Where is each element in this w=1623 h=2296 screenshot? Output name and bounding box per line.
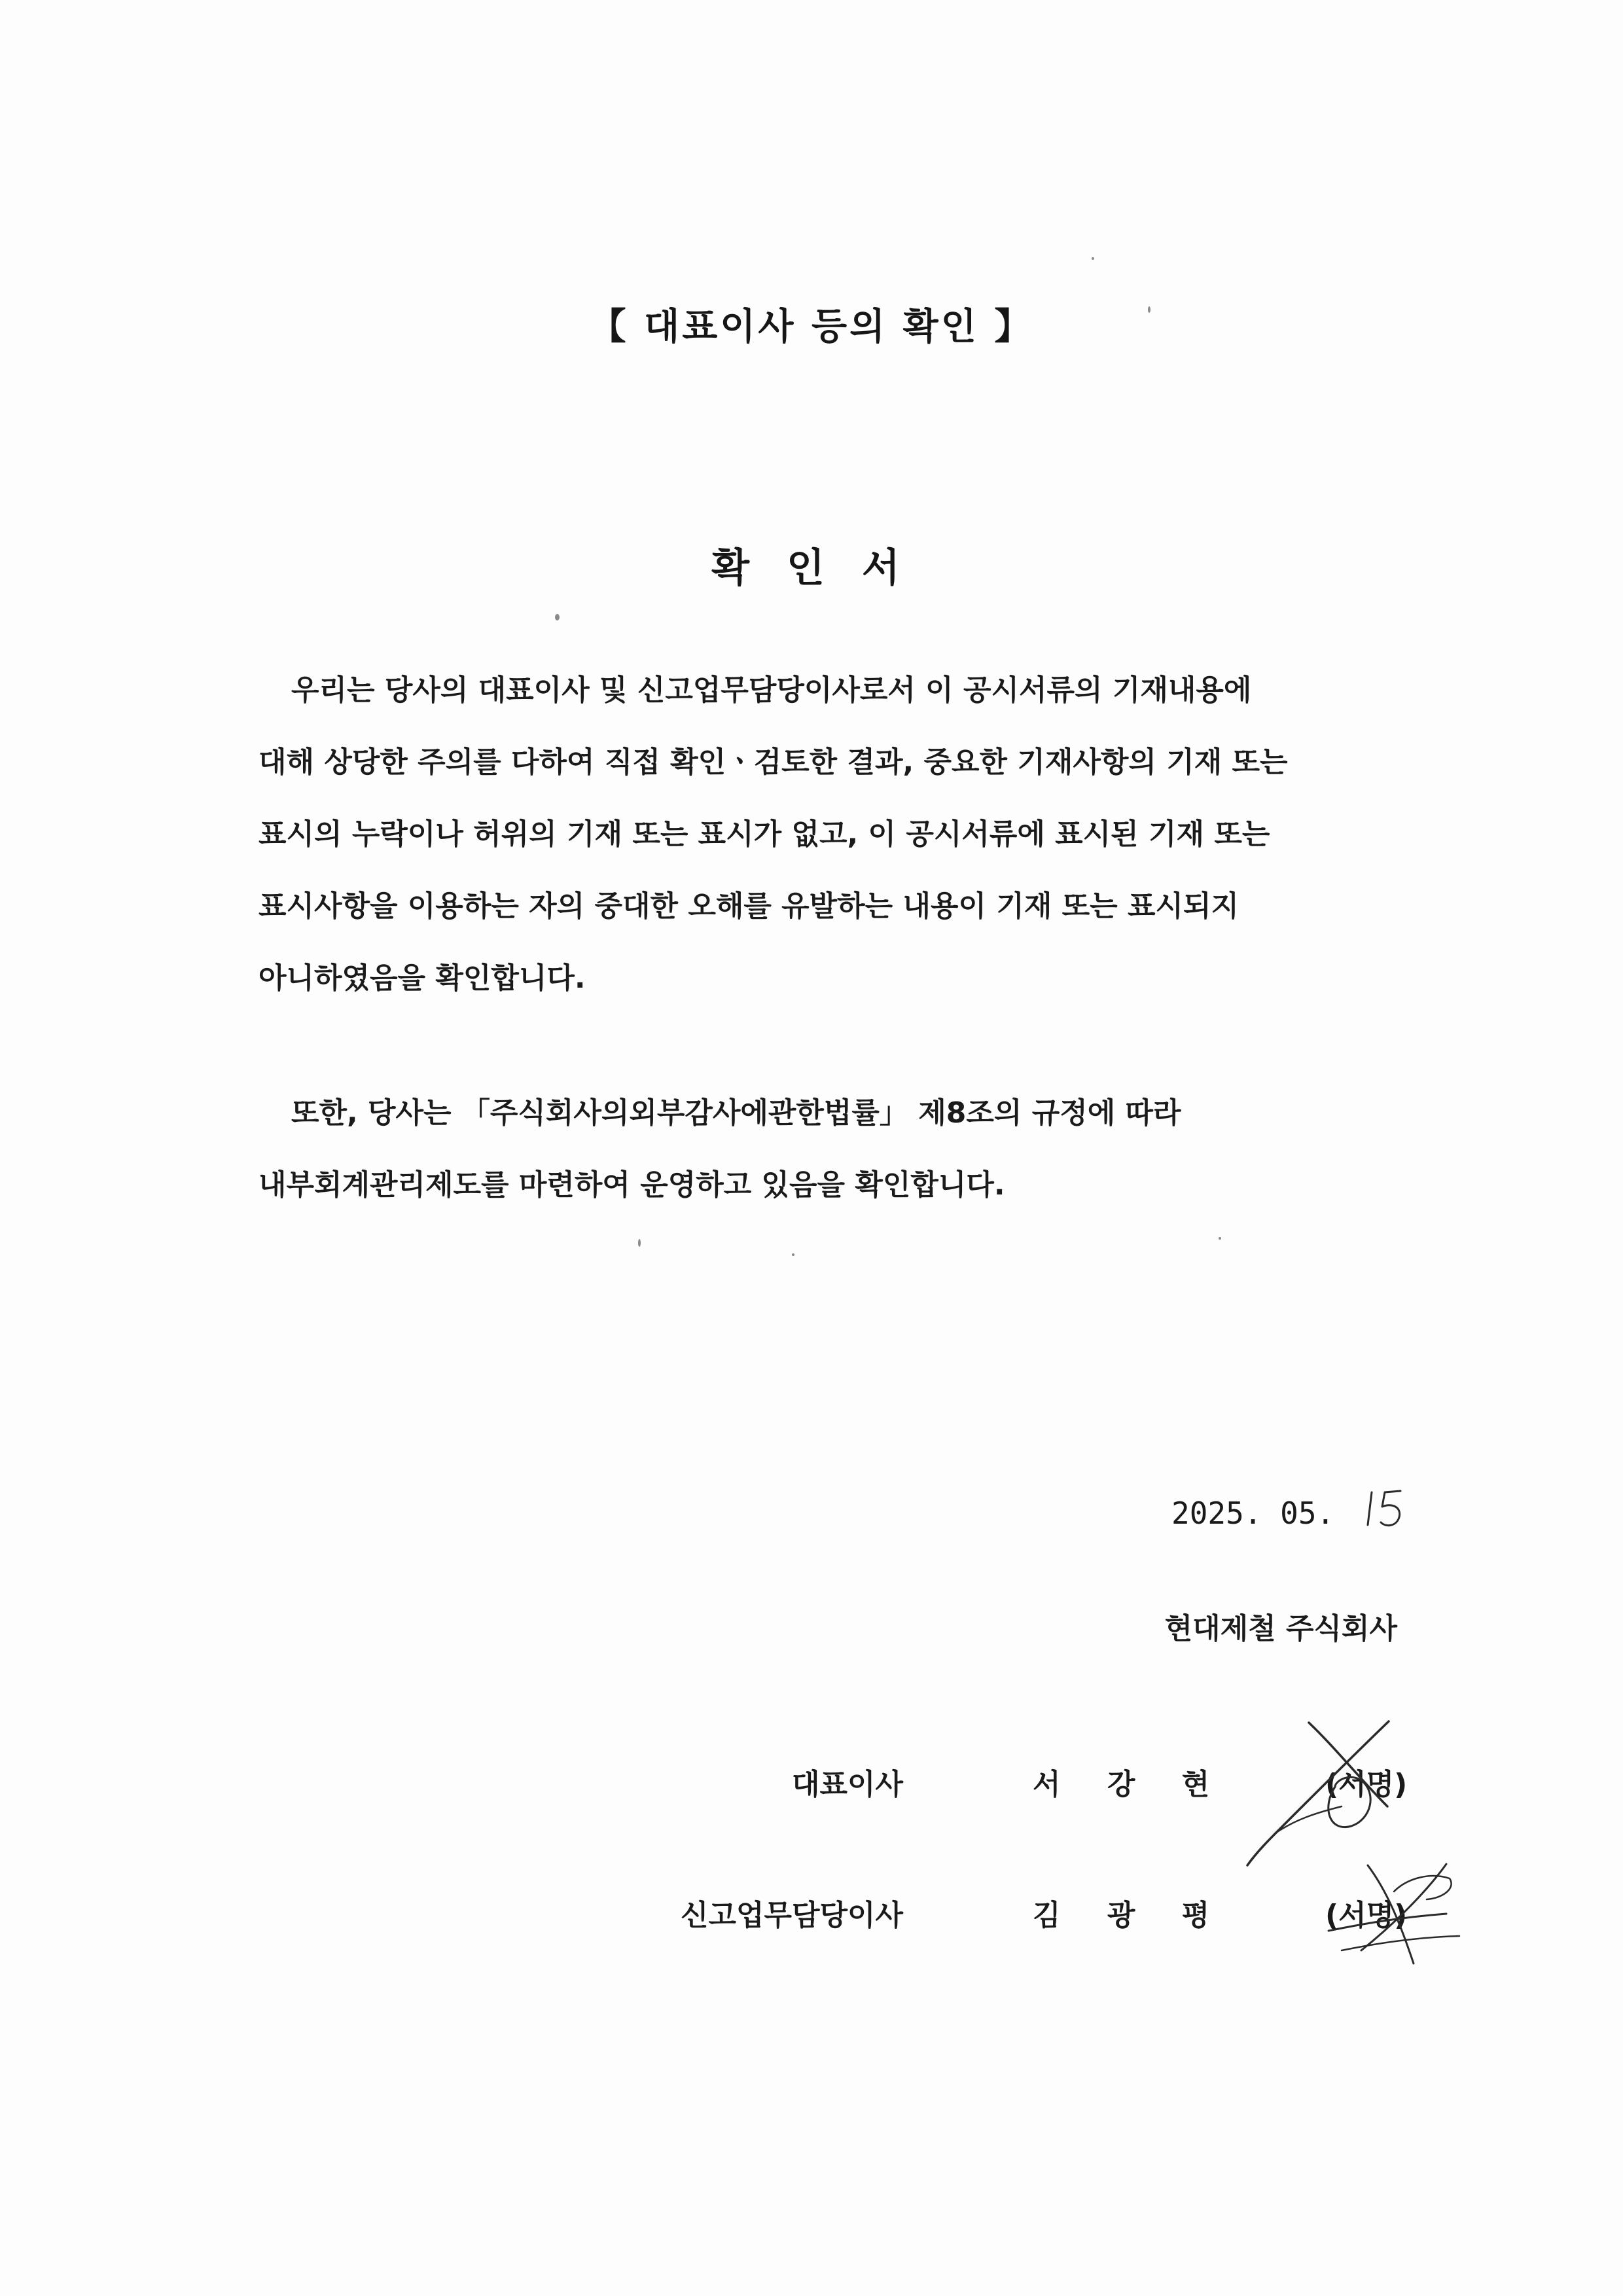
ceo-signature (1237, 1708, 1407, 1872)
scan-speck (792, 1253, 794, 1256)
signatory-name: 서 강 현 (1033, 1768, 1228, 1801)
signatory-role: 대표이사 (791, 1768, 903, 1801)
scan-speck (638, 1239, 641, 1247)
company-name: 현대제철 주식회사 (1164, 1612, 1397, 1645)
date-day-handwritten (1363, 1487, 1408, 1533)
signature-mark-label: (서명) (1325, 1899, 1408, 1932)
confirmation-paragraph (259, 655, 1423, 1014)
paragraph-line: 표시의 누락이나 허위의 기재 또는 표시가 없고, 이 공시서류에 표시된 기재 또는 (259, 817, 1270, 851)
paragraph-line: 또한, 당사는 「주식회사의외부감사에관한법률」 제8조의 규정에 따라 (291, 1096, 1181, 1130)
date-printed: 2025. 05. (1171, 1496, 1335, 1531)
paragraph-line: 표시사항을 이용하는 자의 중대한 오해를 유발하는 내용이 기재 또는 표시되지 (259, 889, 1239, 923)
officer-signature (1315, 1852, 1466, 1970)
scan-speck (1092, 257, 1094, 260)
signatory-name: 김 광 평 (1033, 1899, 1228, 1932)
scan-speck (1148, 306, 1150, 313)
signature-mark-label: (서명) (1325, 1768, 1408, 1801)
signatory-role: 신고업무담당이사 (680, 1899, 903, 1932)
document-title: 확 인 서 (711, 545, 912, 591)
paragraph-line: 아니하였음을 확인합니다. (259, 961, 586, 995)
scan-speck (555, 614, 560, 620)
internal-control-paragraph (259, 1077, 1423, 1221)
paragraph-line: 내부회계관리제도를 마련하여 운영하고 있음을 확인합니다. (259, 1168, 1005, 1202)
page-heading: 【 대표이사 등의 확인 】 (589, 306, 1034, 348)
scan-speck (1219, 1237, 1221, 1240)
paragraph-line: 대해 상당한 주의를 다하여 직접 확인ㆍ검토한 결과, 중요한 기재사항의 기재 또는 (259, 745, 1288, 779)
paragraph-line: 우리는 당사의 대표이사 및 신고업무담당이사로서 이 공시서류의 기재내용에 (291, 673, 1252, 707)
